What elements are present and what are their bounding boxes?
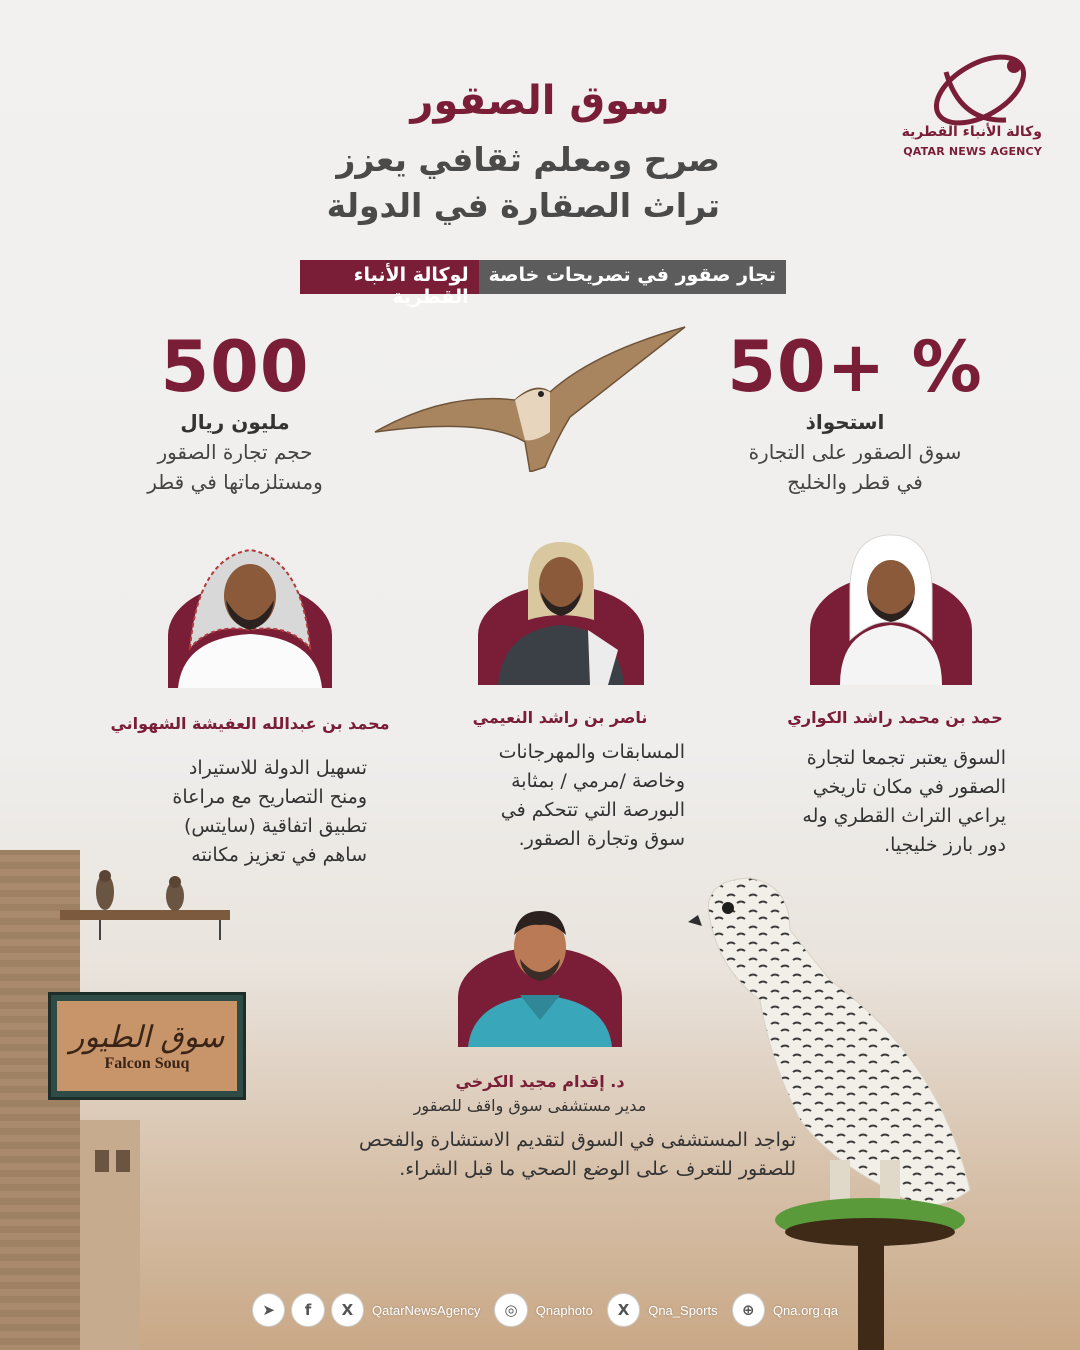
statement-banner <box>300 260 786 308</box>
banner-gray-part: تجار صقور في تصريحات خاصة <box>479 260 786 294</box>
quote-iqdam <box>270 1126 796 1184</box>
quote-line: ساهم في تعزيز مكانته <box>191 844 367 866</box>
quote-line: المسابقات والمهرجانات <box>498 741 685 763</box>
stat-right-desc-1: سوق الصقور على التجارة <box>748 440 962 464</box>
qna-logo-icon <box>900 32 1060 162</box>
stat-right-desc-2: في قطر والخليج <box>787 470 923 494</box>
instagram-icon[interactable]: ◎ <box>494 1293 527 1327</box>
quote-line: يراعي التراث القطري وله <box>802 805 1006 827</box>
stat-left-desc-1: حجم تجارة الصقور <box>157 440 313 464</box>
falcon-souq-sign <box>48 992 246 1100</box>
x-icon[interactable]: X <box>607 1293 640 1327</box>
person-avatar <box>168 538 332 688</box>
quote-line: الصقور في مكان تاريخي <box>812 776 1006 798</box>
social-handle-qna-sports[interactable]: Qna_Sports <box>648 1302 718 1318</box>
quote-line: ومنح التصاريح مع مراعاة <box>172 786 367 808</box>
social-handle-qna[interactable]: QatarNewsAgency <box>372 1302 481 1318</box>
quote-line: وخاصة /مرمي / بمثابة <box>511 770 685 792</box>
person-name-iqdam: د. إقدام مجيد الكرخي <box>455 1072 625 1091</box>
stat-right-value: 50+ % <box>727 326 983 408</box>
logo-arabic-name: وكالة الأنباء القطرية <box>901 124 1042 140</box>
subtitle-line-1: صرح ومعلم ثقافي يعزز <box>336 140 720 179</box>
person-avatar <box>810 530 972 685</box>
quote-line: تسهيل الدولة للاستيراد <box>188 757 367 779</box>
subtitle-line-2: تراث الصقارة في الدولة <box>326 186 720 225</box>
globe-icon[interactable]: ⊕ <box>732 1293 765 1327</box>
quote-line: تواجد المستشفى في السوق لتقديم الاستشارة والفحص <box>358 1129 796 1151</box>
person-name-mohammed: محمد بن عبدالله العفيشة الشهواني <box>110 714 390 733</box>
stat-left-label: مليون ريال <box>180 410 290 434</box>
social-handle-qnaphoto[interactable]: Qnaphoto <box>535 1302 593 1318</box>
quote-line: تطبيق اتفاقية (سايتس) <box>183 815 367 837</box>
stat-right-label: استحواذ <box>805 410 885 434</box>
sign-arabic-text: سوق الطيور <box>69 1019 225 1055</box>
quote-nasser <box>440 738 685 854</box>
stat-left-value: 500 <box>160 326 310 408</box>
hawk-illustration <box>365 322 695 472</box>
sign-english-text: Falcon Souq <box>104 1054 190 1072</box>
person-name-nasser: ناصر بن راشد النعيمي <box>472 708 648 727</box>
social-footer <box>252 1292 852 1328</box>
person-avatar <box>478 540 644 685</box>
person-name-hamad: حمد بن محمد راشد الكواري <box>787 708 1003 727</box>
x-icon[interactable]: X <box>331 1293 364 1327</box>
quote-line: سوق وتجارة الصقور. <box>518 828 685 850</box>
quote-mohammed <box>135 754 367 870</box>
person-role-iqdam: مدير مستشفى سوق واقف للصقور <box>413 1096 647 1115</box>
portrait-mohammed <box>168 538 332 688</box>
page-title: سوق الصقور <box>410 78 670 124</box>
stat-left-desc-2: ومستلزماتها في قطر <box>147 470 323 494</box>
quote-line: للصقور للتعرف على الوضع الصحي ما قبل الشراء. <box>399 1158 796 1180</box>
quote-line: دور بارز خليجيا. <box>884 834 1006 856</box>
banner-maroon-part: لوكالة الأنباء القطرية <box>300 260 479 294</box>
logo-english-name: QATAR NEWS AGENCY <box>903 145 1042 158</box>
portrait-hamad <box>810 530 972 685</box>
quote-hamad <box>780 744 1006 860</box>
portrait-nasser <box>478 540 644 685</box>
telegram-icon[interactable]: ➤ <box>252 1293 285 1327</box>
quote-line: السوق يعتبر تجمعا لتجارة <box>806 747 1006 769</box>
perch-bar <box>60 870 240 940</box>
portrait-iqdam <box>458 905 622 1047</box>
website-link[interactable]: Qna.org.qa <box>772 1302 838 1318</box>
gyrfalcon-illustration <box>680 860 1000 1350</box>
quote-line: البورصة التي تتحكم في <box>500 799 685 821</box>
facebook-icon[interactable]: f <box>291 1293 324 1327</box>
person-avatar <box>458 905 622 1047</box>
